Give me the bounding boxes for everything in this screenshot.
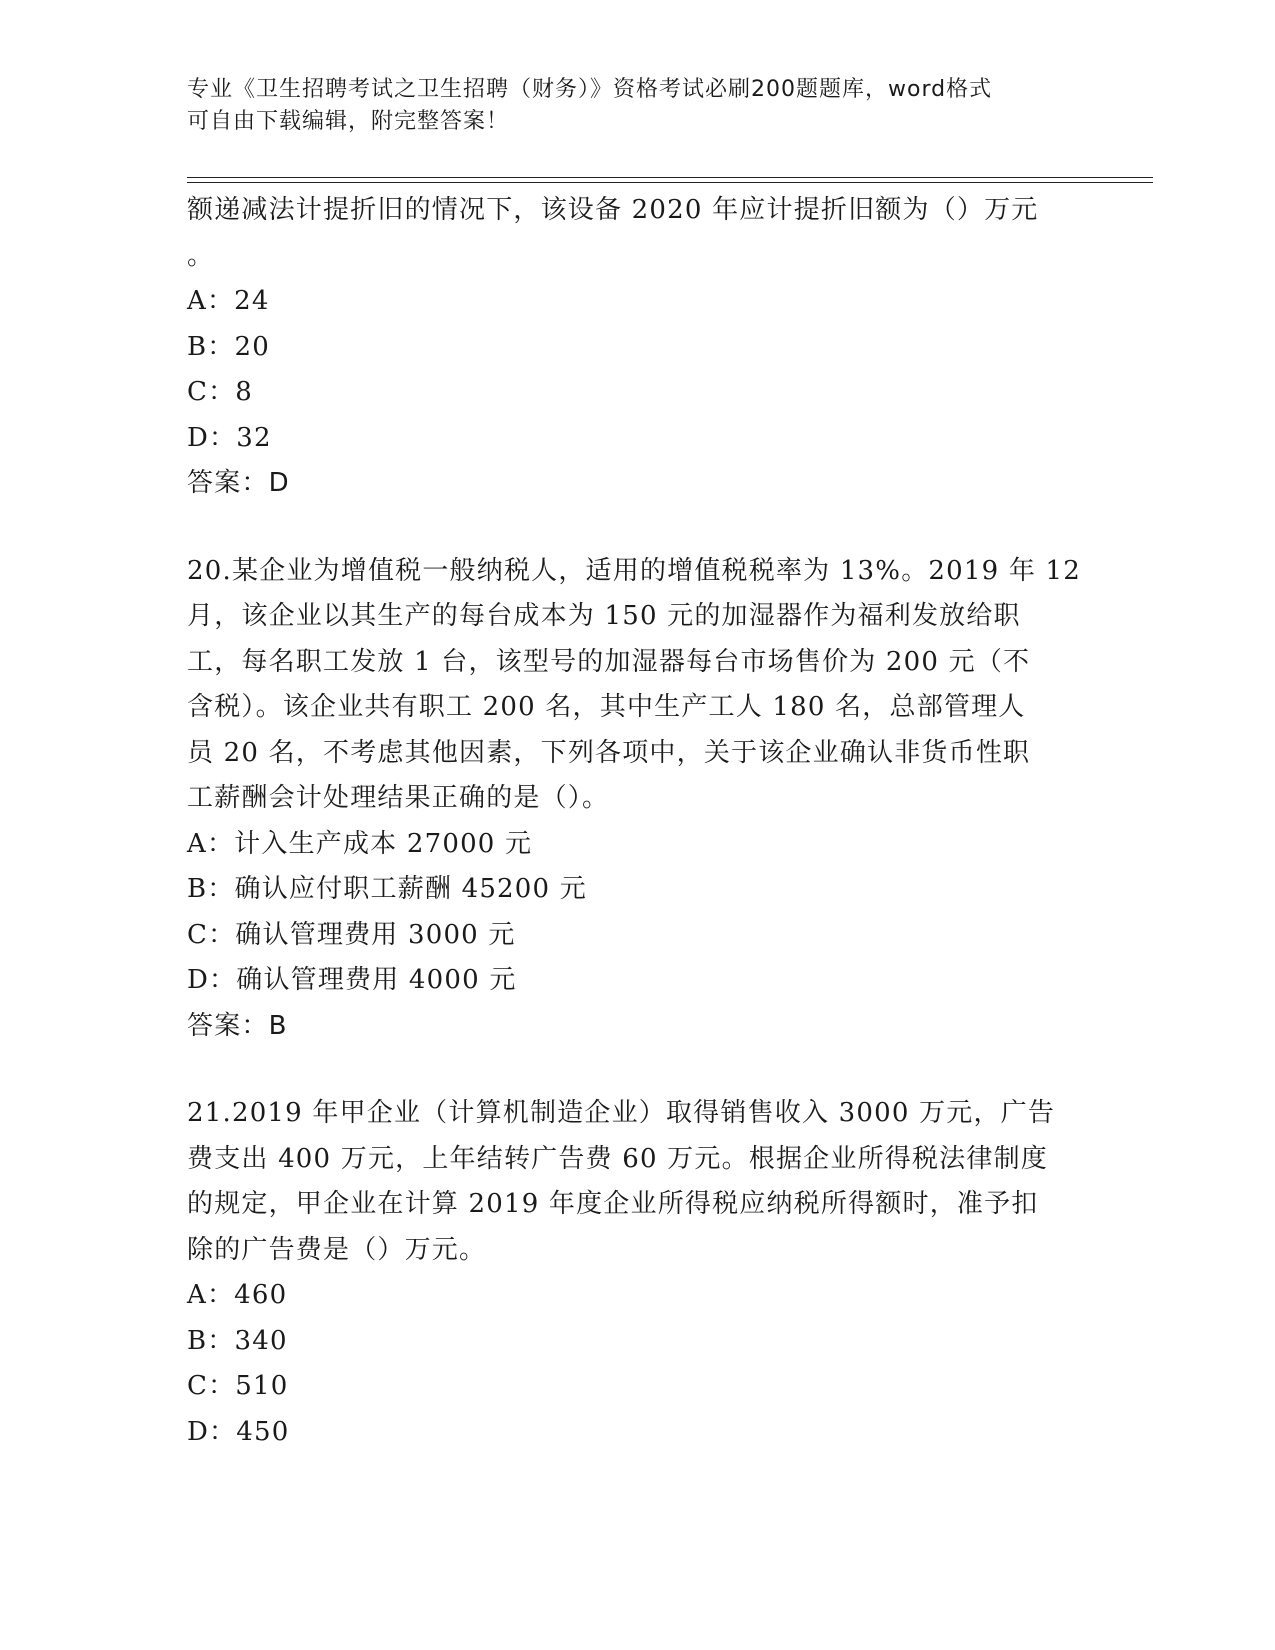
question-stem-line: 。 [187,240,215,271]
question-stem-line: 21.2019 年甲企业（计算机制造企业）取得销售收入 3000 万元，广告 [187,1098,1056,1128]
option-a: A：24 [187,286,270,316]
question-stem-line: 含税）。该企业共有职工 200 名，其中生产工人 180 名，总部管理人 [187,692,1026,722]
spacer [187,1049,1087,1091]
option-d: D：32 [187,422,272,453]
question-stem-line: 月，该企业以其生产的每台成本为 150 元的加湿器作为福利发放给职 [187,601,1021,631]
header-rule-bottom [187,182,1153,183]
answer-label: 答案：D [187,468,290,498]
question-stem-line: 工，每名职工发放 1 台，该型号的加湿器每台市场售价为 200 元（不 [187,646,1031,677]
option-c: C：8 [187,377,254,407]
header-line-1: 专业《卫生招聘考试之卫生招聘（财务）》资格考试必刷200题题库，word格式 [187,77,993,102]
question-21 [187,1091,1087,1455]
option-a: A：计入生产成本 27000 元 [187,828,533,859]
option-a: A：460 [187,1280,288,1310]
option-c: C：510 [187,1371,289,1401]
question-20 [187,549,1087,1050]
option-b: B：20 [187,331,270,362]
document-header [187,74,1067,138]
option-b: B：确认应付职工薪酬 45200 元 [187,874,587,904]
header-line-2: 可自由下载编辑，附完整答案！ [187,109,510,134]
question-stem-line: 工薪酬会计处理结果正确的是（）。 [187,783,610,813]
question-19 [187,188,1087,507]
document-body [187,188,1087,1455]
option-b: B：340 [187,1325,288,1356]
option-d: D：确认管理费用 4000 元 [187,965,517,995]
question-stem-line: 员 20 名，不考虑其他因素，下列各项中，关于该企业确认非货币性职 [187,737,1031,768]
question-stem-line: 费支出 400 万元，上年结转广告费 60 万元。根据企业所得税法律制度 [187,1143,1048,1174]
answer-label: 答案：B [187,1010,288,1041]
spacer [187,507,1087,549]
option-d: D：450 [187,1416,290,1447]
question-stem-line: 额递减法计提折旧的情况下，该设备 2020 年应计提折旧额为（）万元 [187,195,1039,225]
header-rule-top [187,177,1153,178]
question-stem-line: 20.某企业为增值税一般纳税人，适用的增值税税率为 13%。2019 年 12 [187,555,1081,586]
question-stem-line: 除的广告费是（）万元。 [187,1234,487,1265]
question-stem-line: 的规定，甲企业在计算 2019 年度企业所得税应纳税所得额时，准予扣 [187,1189,1039,1219]
option-c: C：确认管理费用 3000 元 [187,919,516,950]
